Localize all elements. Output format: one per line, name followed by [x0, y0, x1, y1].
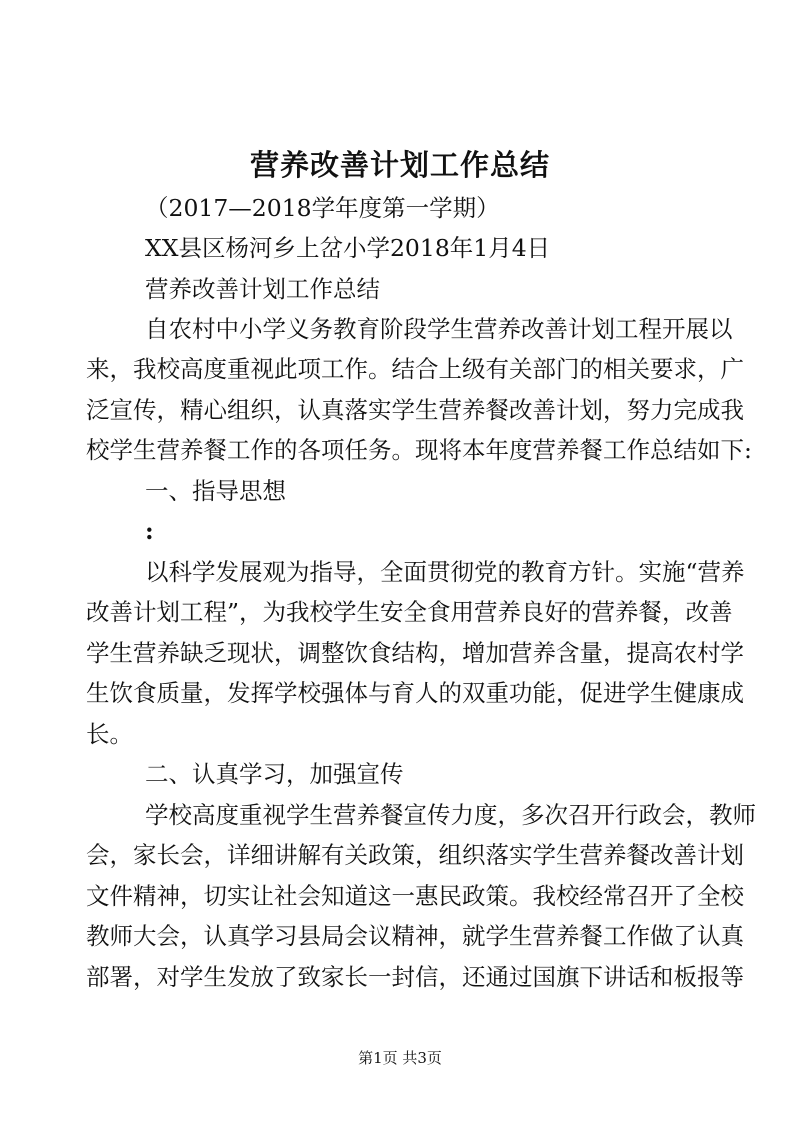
paragraph-line: 生饮食质量，发挥学校强体与育人的双重功能，促进学生健康成 [86, 679, 744, 707]
paragraph-line: 学校高度重视学生营养餐宣传力度，多次召开行政会，教师 [145, 801, 756, 829]
colon-line: : [145, 517, 154, 545]
paragraph-line: 来，我校高度重视此项工作。结合上级有关部门的相关要求，广 [86, 355, 744, 383]
paragraph-line: 改善计划工程”，为我校学生安全食用营养良好的营养餐，改善 [86, 598, 733, 626]
paragraph-line: 文件精神，切实让社会知道这一惠民政策。我校经常召开了全校 [86, 882, 744, 910]
paragraph-line: 教师大会，认真学习县局会议精神，就学生营养餐工作做了认真 [86, 922, 744, 950]
page-footer: 第1页 共3页 [358, 1049, 442, 1067]
section-heading-1: 一、指导思想 [145, 477, 286, 505]
paragraph-line: 学生营养缺乏现状，调整饮食结构，增加营养含量，提高农村学 [86, 639, 744, 667]
paragraph-line: 长。 [86, 720, 133, 748]
paragraph-line: 以科学发展观为指导，全面贯彻党的教育方针。实施“营养 [145, 558, 745, 586]
paragraph-line: 泛宣传，精心组织，认真落实学生营养餐改善计划，努力完成我 [86, 396, 744, 424]
paragraph-line: 部署，对学生发放了致家长一封信，还通过国旗下讲话和板报等 [86, 963, 744, 991]
subtitle-line: 营养改善计划工作总结 [145, 275, 380, 303]
school-date-line: XX县区杨河乡上岔小学2018年1月4日 [145, 234, 551, 262]
school-year-line: （2017—2018学年度第一学期） [145, 194, 500, 222]
paragraph-line: 自农村中小学义务教育阶段学生营养改善计划工程开展以 [145, 315, 733, 343]
paragraph-line: 会，家长会，详细讲解有关政策，组织落实学生营养餐改善计划 [86, 841, 744, 869]
document-title: 营养改善计划工作总结 [249, 148, 550, 182]
section-heading-2: 二、认真学习，加强宣传 [145, 760, 404, 788]
paragraph-line: 校学生营养餐工作的各项任务。现将本年度营养餐工作总结如下: [86, 436, 752, 464]
